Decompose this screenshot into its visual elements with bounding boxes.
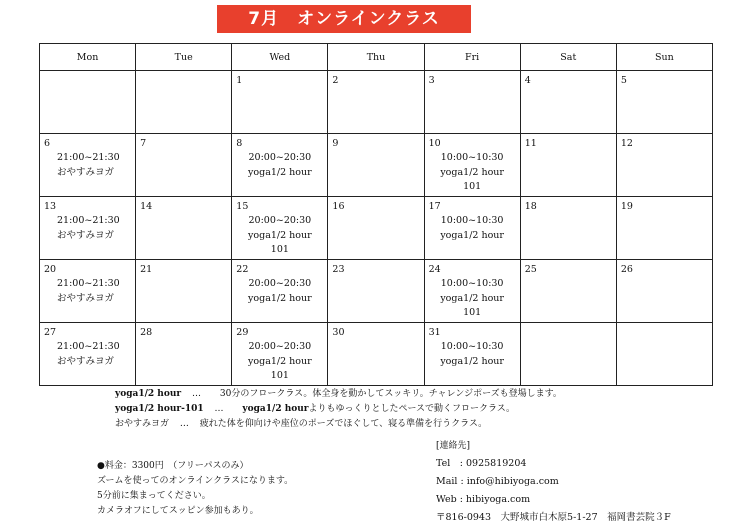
calendar-day-cell [424,323,520,386]
day-number: 4 [524,75,531,86]
day-number: 19 [620,201,633,212]
legend-item [115,402,562,417]
calendar-day-cell [136,197,232,260]
event-line: yoga1/2 hour [440,229,504,241]
event-line: 20:00~20:30 [248,215,312,226]
legend-term: yoga1/2 hour [115,389,182,399]
event-line: yoga1/2 hour [440,292,504,304]
day-number: 25 [524,264,537,275]
calendar-day-cell [40,197,136,260]
weekday-header: Sun [616,44,712,71]
page-title: 7月 オンラインクラス [217,5,471,33]
calendar-day-cell [520,197,616,260]
class-legend [115,387,562,432]
calendar-week-row [40,323,713,386]
event-line: 21:00~21:30 [57,152,120,163]
event-line: 10:00~10:30 [440,152,504,163]
event-line: 20:00~20:30 [248,341,312,352]
calendar-day-cell [616,260,712,323]
day-number: 1 [236,75,243,86]
legend-separator: … [179,419,189,429]
day-number: 3 [428,75,435,86]
class-event [232,151,327,180]
calendar-day-cell [328,197,424,260]
class-event [425,340,520,369]
event-line: 20:00~20:30 [248,152,312,163]
event-line: yoga1/2 hour [440,355,504,367]
legend-item [115,417,562,432]
day-number: 29 [236,327,249,338]
calendar-day-cell [232,197,328,260]
calendar-day-cell [424,260,520,323]
day-number: 13 [44,201,57,212]
calendar-day-cell [520,260,616,323]
day-number: 20 [44,264,57,275]
weekday-header: Thu [328,44,424,71]
class-event [40,214,135,243]
zoom-note: ズームを使ってのオンラインクラスになります。 [97,476,294,486]
day-number: 24 [428,264,441,275]
calendar-day-cell [232,134,328,197]
calendar-day-cell [328,323,424,386]
day-number: 10 [428,138,441,149]
calendar-day-cell [40,71,136,134]
event-line: 10:00~10:30 [440,278,504,289]
legend-description: 疲れた体を仰向けや座位のポーズでほぐして、寝る準備を行うクラス。 [199,419,488,429]
calendar-day-cell [424,71,520,134]
calendar-day-cell [328,134,424,197]
day-number: 21 [140,264,153,275]
weekday-header: Fri [424,44,520,71]
contact-info [436,439,671,527]
legend-item [115,387,562,402]
calendar-day-cell [40,134,136,197]
gather-note: 5分前に集まってください。 [97,491,211,501]
contact-tel: Tel : 0925819204 [436,458,527,469]
calendar-day-cell [232,260,328,323]
class-event [232,214,327,258]
legend-description-term: yoga1/2 hour [242,404,309,414]
calendar-day-cell [328,71,424,134]
contact-mail: Mail : info@hibiyoga.com [436,476,559,487]
weekday-header: Tue [136,44,232,71]
event-line: yoga1/2 hour [248,355,312,367]
calendar-week-row [40,197,713,260]
legend-term: yoga1/2 hour-101 [115,404,204,414]
day-number: 31 [428,327,441,338]
event-line: おやすみヨガ [57,292,115,304]
calendar-day-cell [136,134,232,197]
day-number: 9 [332,138,339,149]
legend-separator: … [192,389,202,399]
calendar-day-cell [520,323,616,386]
day-number: 6 [44,138,51,149]
class-event [232,277,327,306]
calendar-day-cell [616,134,712,197]
class-event [40,277,135,306]
day-number: 14 [140,201,153,212]
day-number: 17 [428,201,441,212]
day-number: 5 [620,75,627,86]
calendar-day-cell [424,134,520,197]
event-line: 101 [463,181,482,192]
class-event [232,340,327,384]
weekday-header: Wed [232,44,328,71]
calendar-day-cell [520,134,616,197]
event-line: 21:00~21:30 [57,341,120,352]
calendar-week-row [40,260,713,323]
contact-heading: [連絡先] [436,441,471,451]
legend-description: よりもゆっくりとしたペースで動くフロークラス。 [308,404,516,414]
camera-note: カメラオフにしてスッピン参加もあり。 [97,506,259,516]
day-number: 15 [236,201,249,212]
day-number: 11 [524,138,537,149]
legend-description: 30分のフロークラス。体全身を動かしてスッキリ。チャレンジポーズも登場します。 [219,389,562,399]
class-event [40,151,135,180]
calendar-day-cell [616,323,712,386]
weekday-header: Sat [520,44,616,71]
day-number: 30 [332,327,345,338]
day-number: 27 [44,327,57,338]
day-number: 26 [620,264,633,275]
calendar-table [39,43,713,386]
event-line: 21:00~21:30 [57,278,120,289]
event-line: yoga1/2 hour [248,292,312,304]
event-line: 20:00~20:30 [248,278,312,289]
event-line: おやすみヨガ [57,229,115,241]
calendar-week-row [40,71,713,134]
class-event [425,277,520,321]
day-number: 16 [332,201,345,212]
event-line: おやすみヨガ [57,166,115,178]
calendar-day-cell [616,71,712,134]
contact-web: Web : hibiyoga.com [436,494,531,505]
calendar-day-cell [40,323,136,386]
class-event [40,340,135,369]
legend-term: おやすみヨガ [115,419,170,429]
calendar-day-cell [520,71,616,134]
event-line: 101 [270,244,289,255]
fee-note: ●料金：3300円 （フリーパスのみ） [97,461,249,471]
event-line: yoga1/2 hour [440,166,504,178]
calendar-day-cell [40,260,136,323]
calendar-day-cell [136,323,232,386]
calendar-day-cell [136,71,232,134]
day-number: 18 [524,201,537,212]
event-line: yoga1/2 hour [248,166,312,178]
day-number: 2 [332,75,339,86]
contact-address: 〒816-0943 大野城市白木原5-1-27 福岡書芸院３F [436,512,671,523]
calendar-day-cell [328,260,424,323]
calendar-day-cell [232,71,328,134]
event-line: 101 [463,307,482,318]
event-line: 10:00~10:30 [440,341,504,352]
calendar-day-cell [136,260,232,323]
day-number: 28 [140,327,153,338]
day-number: 8 [236,138,243,149]
event-line: 101 [270,370,289,381]
day-number: 12 [620,138,633,149]
day-number: 22 [236,264,249,275]
event-line: yoga1/2 hour [248,229,312,241]
class-event [425,214,520,243]
calendar-week-row [40,134,713,197]
class-event [425,151,520,195]
calendar-day-cell [232,323,328,386]
day-number: 7 [140,138,147,149]
day-number: 23 [332,264,345,275]
event-line: 21:00~21:30 [57,215,120,226]
event-line: おやすみヨガ [57,355,115,367]
event-line: 10:00~10:30 [440,215,504,226]
calendar-body [40,71,713,386]
class-notes [97,459,293,519]
weekday-header: Mon [40,44,136,71]
weekday-header-row [40,44,713,71]
legend-separator: … [214,404,224,414]
calendar-day-cell [424,197,520,260]
calendar-day-cell [616,197,712,260]
